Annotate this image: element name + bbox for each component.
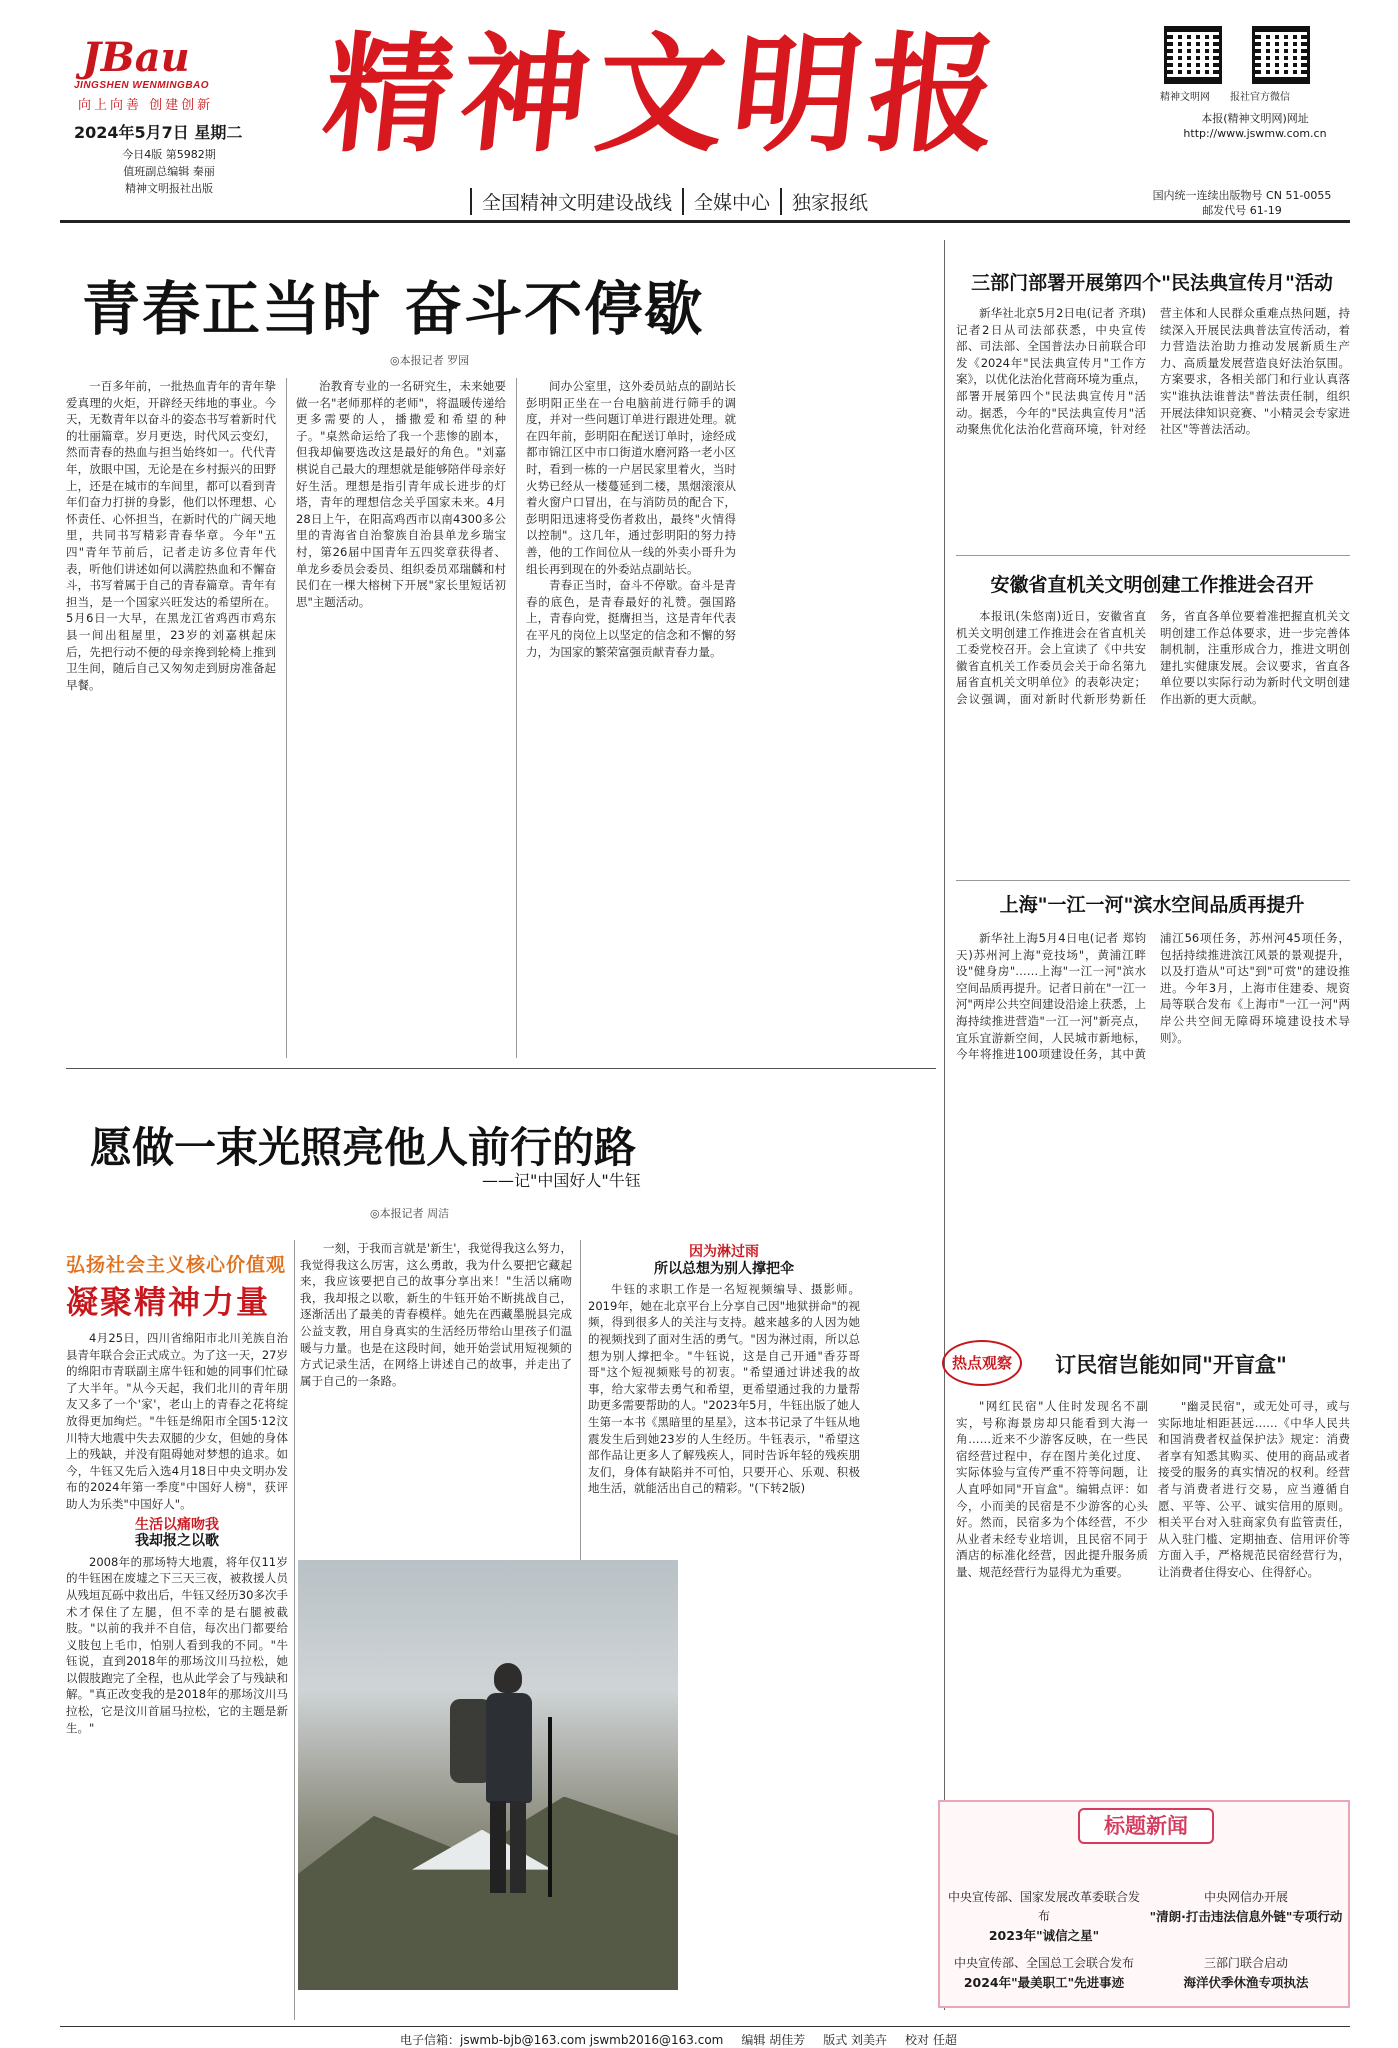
- lead-column-3: [526, 378, 736, 1058]
- article2-headline: 愿做一束光照亮他人前行的路: [90, 1123, 637, 1172]
- divider: [286, 378, 287, 1058]
- lead-headline: 青春正当时 奋斗不停歇: [82, 275, 705, 343]
- duty-editor: 值班副总编辑 秦丽: [123, 165, 215, 178]
- article-r2-headline: 安徽省直机关文明创建工作推进会召开: [990, 574, 1314, 596]
- qr-area: [1160, 26, 1350, 141]
- qr-label: 报社官方微信: [1230, 92, 1290, 103]
- subheading: 所以总想为别人撑把伞: [654, 1260, 794, 1277]
- newspaper-logo: JBau: [82, 34, 190, 81]
- divider: [294, 1240, 295, 2020]
- lead-column-2: [296, 378, 506, 1058]
- news-item-line: 中央宣传部、国家发展改革委联合发布: [947, 1890, 1140, 1923]
- banner-line-1: 弘扬社会主义核心价值观: [66, 1254, 287, 1276]
- paragraph: 间办公室里，这外委员站点的副站长彭明阳正坐在一台电脑前进行筛手的调度，并对一些问题订单进行跟进处理。就在四年前，彭明阳在配送订单时，途经成都市锦江区中市口街道水磨河路一老小区时，看到一栋的一户居民家里着火，当时火势已经从一楼蔓延到二楼，黑烟滚滚从着火窗户口冒出，在与消防员的配合下，彭明阳迅速将受伤者救出，最终"火情得以控制"。这几年，通过彭明阳的努力持善，他的工作间位从一线的外卖小哥升为组长再到现在的外委站点副站长。: [526, 379, 736, 576]
- paragraph: 一刻，于我而言就是'新生'，我觉得我这么努力，我觉得我这么厉害，这么勇敢，我为什么要把它藏起来，我应该要把自己的故事分享出来！"生活以痛吻我，我却报之以歌，新生的牛钰开始不断挑战自己，逐渐活出了最美的青春模样。她先在西藏墨脱县完成公益支教，用自身真实的生活经历带给山里孩子们温暖与力量。也是在这段时间，她开始尝试用短视频的方式记录生活，在网络上讲述自己的故事，并走出了属于自己的一条路。: [300, 1241, 572, 1388]
- news-item-title: "清朗·打击违法信息外链"专项行动: [1149, 1909, 1343, 1924]
- hot-topic-headline: 订民宿岂能如同"开盲盒": [1055, 1352, 1287, 1377]
- tagline: [470, 188, 878, 215]
- publication-numbers: [1132, 188, 1352, 218]
- newspaper-title: 精神文明报: [317, 20, 1013, 170]
- hot-column-1: [956, 1398, 1148, 1783]
- news-item-line: 三部门联合启动: [1203, 1956, 1288, 1970]
- paragraph: "网红民宿"人住时发现名不副实，号称海景房却只能看到大海一角……近来不少游客反映，在一些民宿经营过程中，存在图片美化过度、实际体验与宣传严重不符等问题，让人直呼如同"开盲盒"。编辑点评：如今，小而美的民宿是不少游客的心头好。然而，民宿多为个体经营，不少从业者未经专业培训，且民宿不同于酒店的标准化经营，因此提升服务质量、规范经营行为显得尤为重要。: [956, 1399, 1148, 1579]
- article2-subtitle: ——记"中国好人"牛钰: [482, 1171, 641, 1190]
- subheading: 生活以痛吻我: [135, 1516, 219, 1533]
- tagline-item: 独家报纸: [780, 188, 878, 215]
- site-url[interactable]: http://www.jswmw.com.cn: [1183, 127, 1327, 140]
- tagline-item: 全媒中心: [682, 188, 780, 215]
- paragraph: 青春正当时，奋斗不停歇。奋斗是青春的底色，是青春最好的礼赞。强国路上，青春向党，挺膺担当，这是青年代表在平凡的岗位上以坚定的信念和不懈的努力，为国家的繁荣富强贡献青春力量。: [526, 578, 736, 659]
- paragraph: 2008年的那场特大地震，将年仅11岁的牛钰困在废墟之下三天三夜，被救援人员从残垣瓦砾中救出后，牛钰又经历30多次手术才保住了左腿，但不幸的是右腿被截肢。"以前的我并不自信，每次出门都要给义肢包上毛巾，怕别人看到我的不同。"牛钰说，直到2018年的那场汶川马拉松，她以假肢跑完了全程，也从此学会了与残缺和解。"真正改变我的是2018年的那场汶川马拉松，它是汶川首届马拉松，它的主题是新生。": [66, 1554, 288, 1735]
- subheading: 我却报之以歌: [135, 1533, 219, 1550]
- qr-label: 精神文明网: [1160, 92, 1210, 103]
- masthead: [60, 18, 1350, 218]
- divider: [516, 378, 517, 1058]
- hiker-photo: [298, 1560, 678, 1990]
- article2-byline: ◎本报记者 周洁: [370, 1207, 450, 1220]
- divider: [580, 1240, 581, 1560]
- divider: [956, 555, 1350, 556]
- article-r3-headline: 上海"一江一河"滨水空间品质再提升: [999, 894, 1305, 916]
- article2-column-1: [66, 1330, 288, 2020]
- paragraph: "幽灵民宿"，或无处可寻，或与实际地址相距甚远……《中华人民共和国消费者权益保护法》规定：消费者享有知悉其购买、使用的商品或者接受的服务的真实情况的权利。经营者与消费者进行交易，应当遵循自愿、平等、公平、诚实信用的原则。相关平台对入驻商家负有监管责任，从入驻门槛、定期抽查、信用评价等方面入手，严格规范民宿经营行为，让消费者住得安心、住得舒心。: [1158, 1399, 1350, 1579]
- news-item[interactable]: [1148, 1888, 1344, 1926]
- paragraph: 4月25日，四川省绵阳市北川羌族自治县青年联合会正式成立。为了这一天，27岁的绵阳市青联副主席牛钰和她的同事们忙碌了大半年。"从今天起，我们北川的青年朋友又多了一个'家'，老山上的青春之花将绽放得更加绚烂。"牛钰是绵阳市全国5·12汶川特大地震中失去双腿的少女，但她的身体上的残缺，并没有阻碍她对梦想的追求。如今，牛钰又先后入选4月18日中央文明办发布的2024年第一季度"中国好人榜"，获评助人为乐类"中国好人"。: [66, 1331, 288, 1511]
- paragraph: 牛钰的求职工作是一名短视频编导、摄影师。2019年，她在北京平台上分享自己因"地狱拼命"的视频，得到很多人的关注与支持。越来越多的人因为她的视频找到了面对生活的勇气。"因为淋过雨，所以总想为别人撑把伞。"牛钰说，这是自己开通"香芬哥哥"这个短视频账号的初衷。"希望通过讲述我的故事，给大家带去勇气和希望，更希望通过我的力量帮助更多需要帮助的人。"2023年5月，牛钰出版了她人生第一本书《黑暗里的星星》，这本书记录了牛钰从地震发生后到她23岁的人生经历。牛钰表示，"希望这部作品让更多人了解残疾人，同时告诉年轻的残疾朋友们，身体有缺陷并不可怕，只要开心、乐观、积极地生活，就能活出自己的精彩。"(下转2版): [588, 1282, 860, 1496]
- publisher: 精神文明报社出版: [125, 182, 213, 195]
- hiker-figure: [480, 1663, 540, 1893]
- qr-code-icon[interactable]: [1164, 26, 1222, 84]
- news-item-title: 2024年"最美职工"先进事迹: [963, 1975, 1125, 1990]
- title-news-box: [938, 1800, 1350, 2008]
- article2-column-2: [300, 1240, 572, 1550]
- footer-layout: 版式 刘美卉: [823, 2033, 888, 2047]
- postal-code: 邮发代号 61-19: [1202, 204, 1282, 217]
- divider: [66, 1068, 936, 1069]
- article-r1-body: [956, 305, 1350, 545]
- article-r1-headline: 三部门部署开展第四个"民法典宣传月"活动: [971, 272, 1333, 294]
- logo-english: JINGSHEN WENMINGBAO: [74, 80, 210, 91]
- tagline-item: 全国精神文明建设战线: [470, 188, 682, 215]
- core-values-banner: [66, 1250, 316, 1321]
- article-r2-body: [956, 608, 1350, 873]
- divider: [956, 880, 1350, 881]
- hot-column-2: [1158, 1398, 1350, 1783]
- slogan: 向上向善 创建创新: [78, 98, 214, 113]
- section-divider: [944, 240, 945, 2010]
- paragraph: 治教育专业的一名研究生，未来她要做一名"老师那样的老师"，将温暖传递给更多需要的人，播撒爱和希望的种子。"桌然命运给了我一个悲惨的剧本，但我却偏要选改这是最好的角色。"刘嘉棋说自己最大的理想就是能够陪伴母亲好好生活。理想是指引青年成长进步的灯塔，青年的理想信念关乎国家未来。4月28日上午，在阳高鸡西市以南4300多公里的青海省自治黎族自治县单龙乡瑞宝村，第26届中国青年五四奖章获得者、单龙乡委员会委员、组织委员邓瑞麟和村民们在一棵大榕树下开展"家长里短话初思"主题活动。: [296, 379, 506, 609]
- issue-pages: 今日4版 第5982期: [122, 148, 216, 161]
- news-item[interactable]: [946, 1954, 1142, 1992]
- paragraph: 新华社上海5月4日电(记者 郑钧天)苏州河上海"竞技场"，黄浦江畔设"健身房"……上海"一江一河"滨水空间品质再提升。记者日前在"一江一河"两岸公共空间建设沿途上获悉，上海持续推进营造"一江一河"新亮点，宜乐宜游新空间，人民城市新地标，今年将推进100项建设任务，其中黄浦江56项任务，苏州河45项任务，包括持续推进滨江风景的景观提升，以及打造从"可达"到"可赏"的建设推进。今年3月，上海市住建委、规资局等联合发布《上海市"一江一河"两岸公共空间无障碍环境建设技术导则》。: [956, 931, 1350, 1062]
- hot-topic-box: [942, 1340, 1350, 1386]
- paragraph: 新华社北京5月2日电(记者 齐琪)记者2日从司法部获悉，中央宣传部、司法部、全国普法办日前联合印发《2024年"民法典宣传月"工作方案》，以优化法治化营商环境为重点，部署开展第四个"民法典宣传月"活动。据悉，今年的"民法典宣传月"活动聚焦优化法治化营商环境，针对经营主体和人民群众重难点热问题，持续深入开展民法典普法宣传活动，着力营造法治助力推动发展新质生产力、高质量发展营造良好法治氛围。方案要求，各相关部门和行业认真落实"谁执法谁普法"普法责任制，组织开展法律知识竞赛、"小精灵会专家进社区"等普法活动。: [956, 306, 1350, 437]
- lead-column-1: [66, 378, 276, 1058]
- hot-topic-badge: 热点观察: [942, 1340, 1022, 1386]
- news-item-line: 中央宣传部、全国总工会联合发布: [953, 1956, 1134, 1970]
- issue-date: 2024年5月7日 星期二: [74, 123, 243, 142]
- subheading: 因为淋过雨: [689, 1244, 759, 1260]
- site-label: 本报(精神文明网)网址: [1201, 112, 1309, 125]
- news-item-title: 2023年"诚信之星": [988, 1928, 1100, 1943]
- footer-proof: 校对 任超: [905, 2033, 957, 2047]
- article-r3-body: [956, 930, 1350, 1325]
- issue-info: [74, 120, 264, 197]
- masthead-rule: [60, 220, 1350, 223]
- news-item[interactable]: [1148, 1954, 1344, 1992]
- banner-line-2: 凝聚精神力量: [66, 1283, 271, 1321]
- title-news-heading: 标题新闻: [1078, 1808, 1214, 1844]
- news-item[interactable]: [946, 1888, 1142, 1945]
- news-item-title: 海洋伏季休渔专项执法: [1183, 1975, 1309, 1990]
- qr-code-icon[interactable]: [1252, 26, 1310, 84]
- footer-email: 电子信箱：jswmb-bjb@163.com jswmb2016@163.com: [400, 2033, 724, 2047]
- news-item-line: 中央网信办开展: [1203, 1890, 1288, 1904]
- page-footer: [60, 2026, 1350, 2048]
- lead-byline: ◎本报记者 罗园: [390, 354, 470, 367]
- paragraph: 本报讯(朱悠南)近日，安徽省直机关文明创建工作推进会在省直机关工委党校召开。会上宣读了《中共安徽省直机关工作委员会关于命名第九届省直机关文明单位》的表彰决定；会议强调，面对新时代新形势新任务，省直各单位要着准把握直机关文明创建工作总体要求，进一步完善体制机制，注重形成合力，推进文明创建扎实健康发展。会议要求，省直各单位要以实际行动为新时代文明创建作出新的更大贡献。: [956, 609, 1350, 706]
- cn-number: 国内统一连续出版物号 CN 51-0055: [1152, 189, 1332, 202]
- paragraph: 一百多年前，一批热血青年的青年挚爱真理的火炬，开辟经天纬地的事业。今天，无数青年以奋斗的姿态书写着新时代的壮丽篇章。岁月更迭，时代风云变幻，然而青春的热血与担当始终如一。代代青年，放眼中国，无论是在乡村振兴的田野上，还是在城市的车间里，都可以看到青年们奋力打拼的身影，他们以怀理想、心怀责任、心怀担当，在新时代的广阔天地里，共同书写精彩青春华章。今年"五四"青年节前后，记者走访多位青年代表，听他们讲述如何以满腔热血和不懈奋斗，书写着属于自己的青春篇章。青年有担当，是一个国家兴旺发达的希望所在。5月6日一大早，在黑龙江省鸡西市鸡东县一间出租屋里，23岁的刘嘉棋起床后，先把行动不便的母亲搀到轮椅上推到卫生间，随后自己又匆匆走到厨房准备起早餐。: [66, 379, 276, 692]
- footer-editor: 编辑 胡佳芳: [741, 2033, 806, 2047]
